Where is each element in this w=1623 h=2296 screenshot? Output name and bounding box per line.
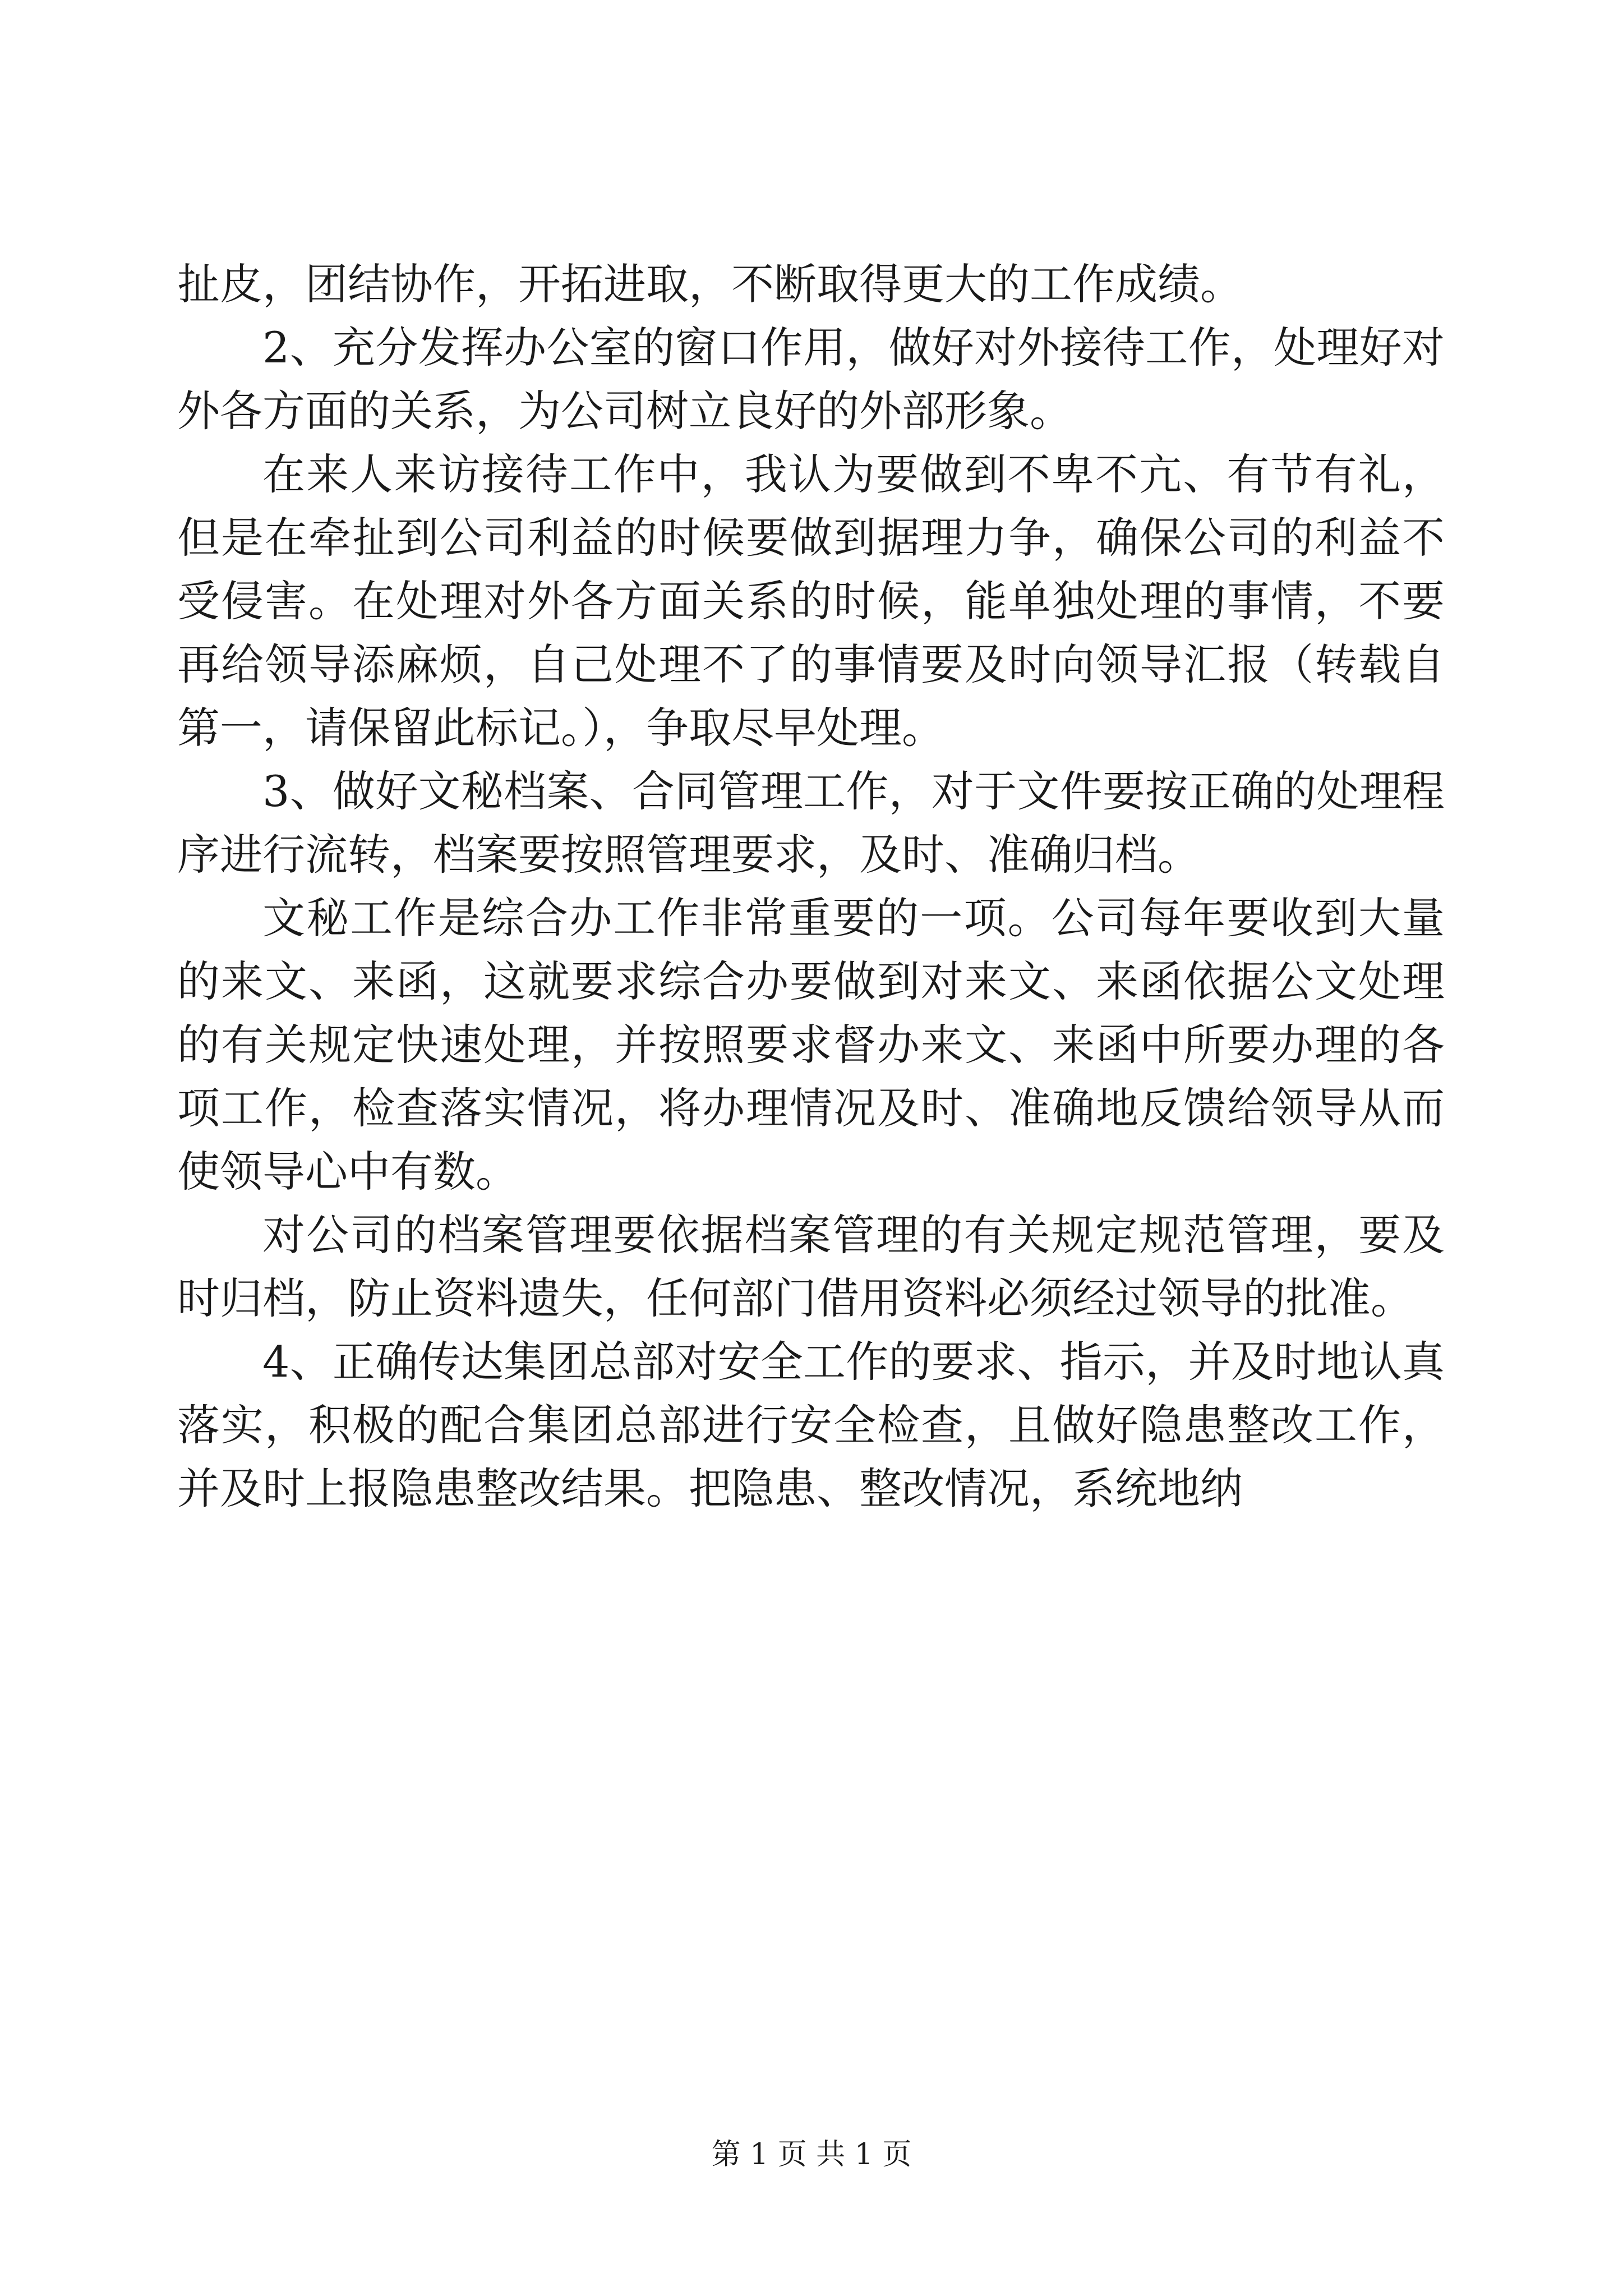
paragraph-1: 扯皮，团结协作，开拓进取，不断取得更大的工作成绩。 bbox=[177, 259, 1243, 309]
paragraph-2: 2、充分发挥办公室的窗口作用，做好对外接待工作，处理好对外各方面的关系，为公司树立良好的外部形象。 bbox=[177, 323, 1445, 436]
paragraph-6: 对公司的档案管理要依据档案管理的有关规定规范管理，要及时归档，防止资料遗失，任何部门借用资料必须经过领导的批准。 bbox=[177, 1210, 1445, 1323]
paragraph-5: 文秘工作是综合办工作非常重要的一项。公司每年要收到大量的来文、来函，这就要求综合办要做到对来文、来函依据公文处理的有关规定快速处理，并按照要求督办来文、来函中所要办理的各项工作，检查落实情况，将办理情况及时、准确地反馈给领导从而使领导心中有数。 bbox=[177, 893, 1445, 1197]
paragraph-4: 3、做好文秘档案、合同管理工作，对于文件要按正确的处理程序进行流转，档案要按照管理要求，及时、准确归档。 bbox=[177, 766, 1445, 880]
page-footer bbox=[0, 2135, 1623, 2174]
document-body bbox=[177, 252, 1445, 1520]
page-number: 第 1 页 共 1 页 bbox=[711, 2138, 912, 2171]
paragraph-3: 在来人来访接待工作中，我认为要做到不卑不亢、有节有礼，但是在牵扯到公司利益的时候要做到据理力争，确保公司的利益不受侵害。在处理对外各方面关系的时候，能单独处理的事情，不要再给领导添麻烦，自己处理不了的事情要及时向领导汇报（转载自第一，请保留此标记。），争取尽早处理。 bbox=[177, 449, 1445, 753]
paragraph-7: 4、正确传达集团总部对安全工作的要求、指示，并及时地认真落实，积极的配合集团总部进行安全检查，且做好隐患整改工作，并及时上报隐患整改结果。把隐患、整改情况，系统地纳 bbox=[177, 1337, 1445, 1513]
